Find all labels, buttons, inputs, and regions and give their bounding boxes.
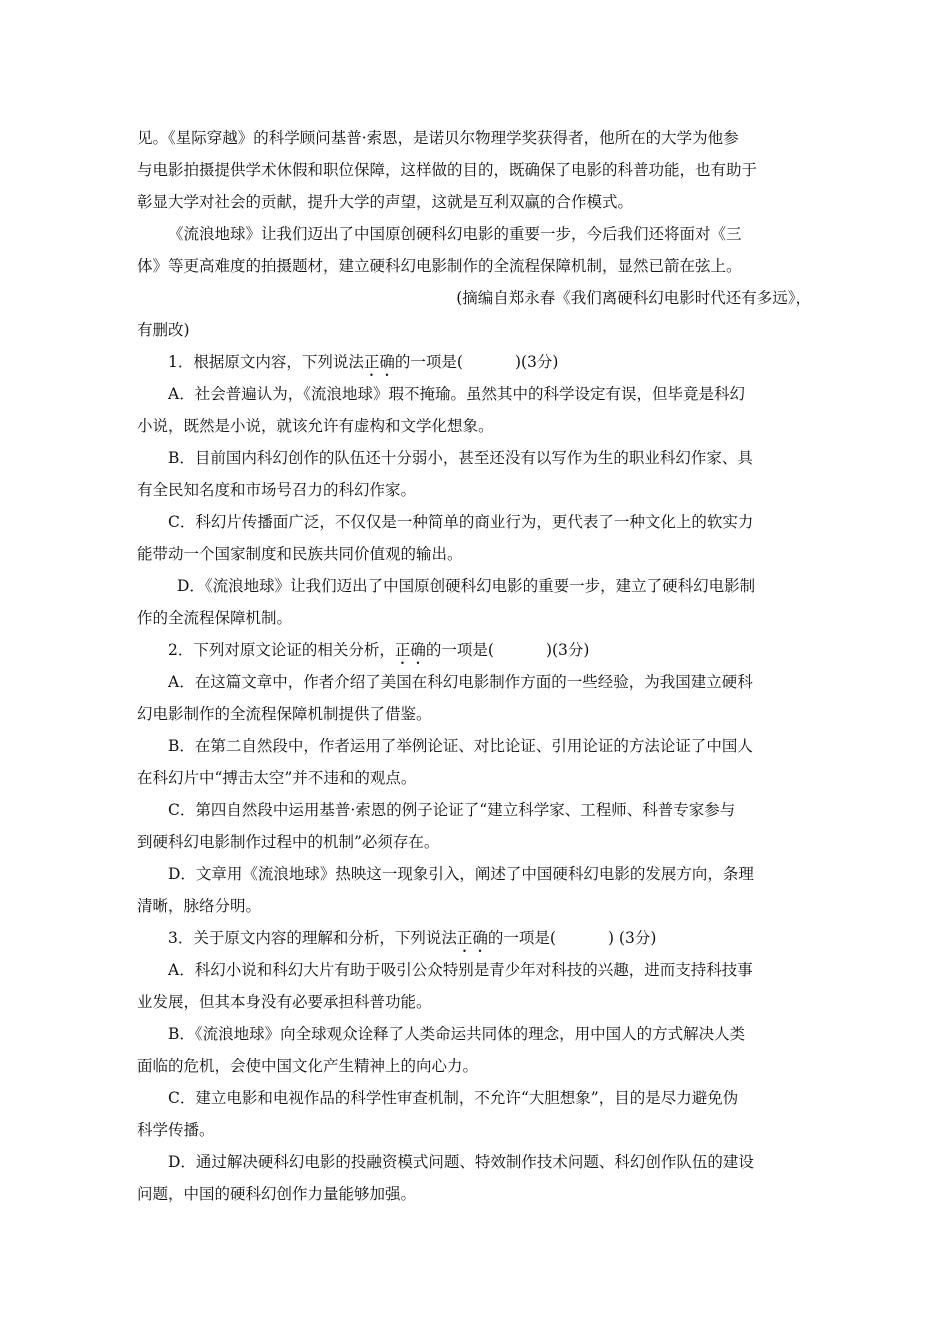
option-a: A．在这篇文章中，作者介绍了美国在科幻电影制作方面的一些经验，为我国建立硬科 [168, 673, 753, 691]
stem-score: )(3分) [514, 353, 559, 371]
emphasized-word: 正确 [363, 353, 395, 371]
option-c-continued: 科学传播。 [137, 1121, 215, 1139]
option-b: B．目前国内科幻创作的队伍还十分弱小，甚至还没有以写作为生的职业科幻作家、具 [168, 449, 753, 467]
emphasized-word: 正确 [456, 929, 488, 947]
option-c: C．建立电影和电视作品的科学性审查机制，不允许“大胆想象”，目的是尽力避免伪 [168, 1089, 739, 1107]
option-b: B．《流浪地球》向全球观众诠释了人类命运共同体的理念，用中国人的方式解决人类 [168, 1025, 746, 1043]
option-d-continued: 清晰，脉络分明。 [137, 897, 262, 915]
stem-score: )(3分) [545, 641, 590, 659]
question-3 [137, 922, 815, 1210]
stem-text: 3．关于原文内容的理解和分析，下列说法 [168, 929, 457, 947]
text-line: 《流浪地球》让我们迈出了中国原创硬科幻电影的重要一步，今后我们还将面对《三 [168, 225, 742, 243]
option-a-continued: 业发展，但其本身没有必要承担科普功能。 [137, 993, 432, 1011]
question-stem [137, 922, 815, 954]
stem-text: 的一项是( [394, 353, 463, 371]
question-2 [137, 634, 815, 922]
text-line: 彰显大学对社会的贡献，提升大学的声望，这就是互利双赢的合作模式。 [137, 193, 634, 211]
document-page [137, 122, 815, 1210]
option-a-continued: 幻电影制作的全流程保障机制提供了借鉴。 [137, 705, 432, 723]
passage-source [137, 282, 815, 346]
stem-text: 1．根据原文内容，下列说法 [168, 353, 364, 371]
option-c: C．第四自然段中运用基普·索恩的例子论证了“建立科学家、工程师、科普专家参与 [168, 801, 736, 819]
passage-paragraph-2 [137, 218, 815, 282]
source-note: 有删改) [137, 321, 190, 339]
passage-paragraph-1 [137, 122, 815, 218]
question-stem [137, 634, 815, 666]
text-line: 与电影拍摄提供学术休假和职位保障，这样做的目的，既确保了电影的科普功能，也有助于 [137, 161, 758, 179]
option-b-continued: 有全民知名度和市场号召力的科幻作家。 [137, 481, 417, 499]
stem-text: 的一项是( [487, 929, 556, 947]
option-c-continued: 到硬科幻电影制作过程中的机制”必须存在。 [137, 833, 440, 851]
emphasized-word: 正确 [394, 641, 426, 659]
stem-score: ) (3分) [607, 929, 657, 947]
option-d: D．《流浪地球》让我们迈出了中国原创硬科幻电影的重要一步，建立了硬科幻电影制 [177, 577, 756, 595]
option-d: D．文章用《流浪地球》热映这一现象引入，阐述了中国硬科幻电影的发展方向，条理 [168, 865, 754, 883]
stem-text: 2．下列对原文论证的相关分析， [168, 641, 395, 659]
stem-text: 的一项是( [425, 641, 494, 659]
option-a: A．科幻小说和科幻大片有助于吸引公众特别是青少年对科技的兴趣，进而支持科技事 [168, 961, 753, 979]
option-d-continued: 问题，中国的硬科幻创作力量能够加强。 [137, 1185, 417, 1203]
option-d: D．通过解决硬科幻电影的投融资模式问题、特效制作技术问题、科幻创作队伍的建设 [168, 1153, 754, 1171]
option-b-continued: 在科幻片中“搏击太空”并不违和的观点。 [137, 769, 417, 787]
source-citation: (摘编自郑永春《我们离硬科幻电影时代还有多远》， [456, 289, 811, 307]
text-line: 见。《星际穿越》的科学顾问基普·索恩，是诺贝尔物理学奖获得者，他所在的大学为他参 [137, 129, 739, 147]
question-1 [137, 346, 815, 634]
option-a: A．社会普遍认为，《流浪地球》瑕不掩瑜。虽然其中的科学设定有误，但毕竟是科幻 [168, 385, 745, 403]
option-c-continued: 能带动一个国家制度和民族共同价值观的输出。 [137, 545, 463, 563]
option-b-continued: 面临的危机，会使中国文化产生精神上的向心力。 [137, 1057, 479, 1075]
option-b: B．在第二自然段中，作者运用了举例论证、对比论证、引用论证的方法论证了中国人 [168, 737, 753, 755]
option-c: C．科幻片传播面广泛，不仅仅是一种简单的商业行为，更代表了一种文化上的软实力 [168, 513, 754, 531]
option-a-continued: 小说，既然是小说，就该允许有虚构和文学化想象。 [137, 417, 494, 435]
question-stem [137, 346, 815, 378]
option-d-continued: 作的全流程保障机制。 [137, 609, 293, 627]
text-line: 体》等更高难度的拍摄题材，建立硬科幻电影制作的全流程保障机制，显然已箭在弦上。 [137, 257, 742, 275]
